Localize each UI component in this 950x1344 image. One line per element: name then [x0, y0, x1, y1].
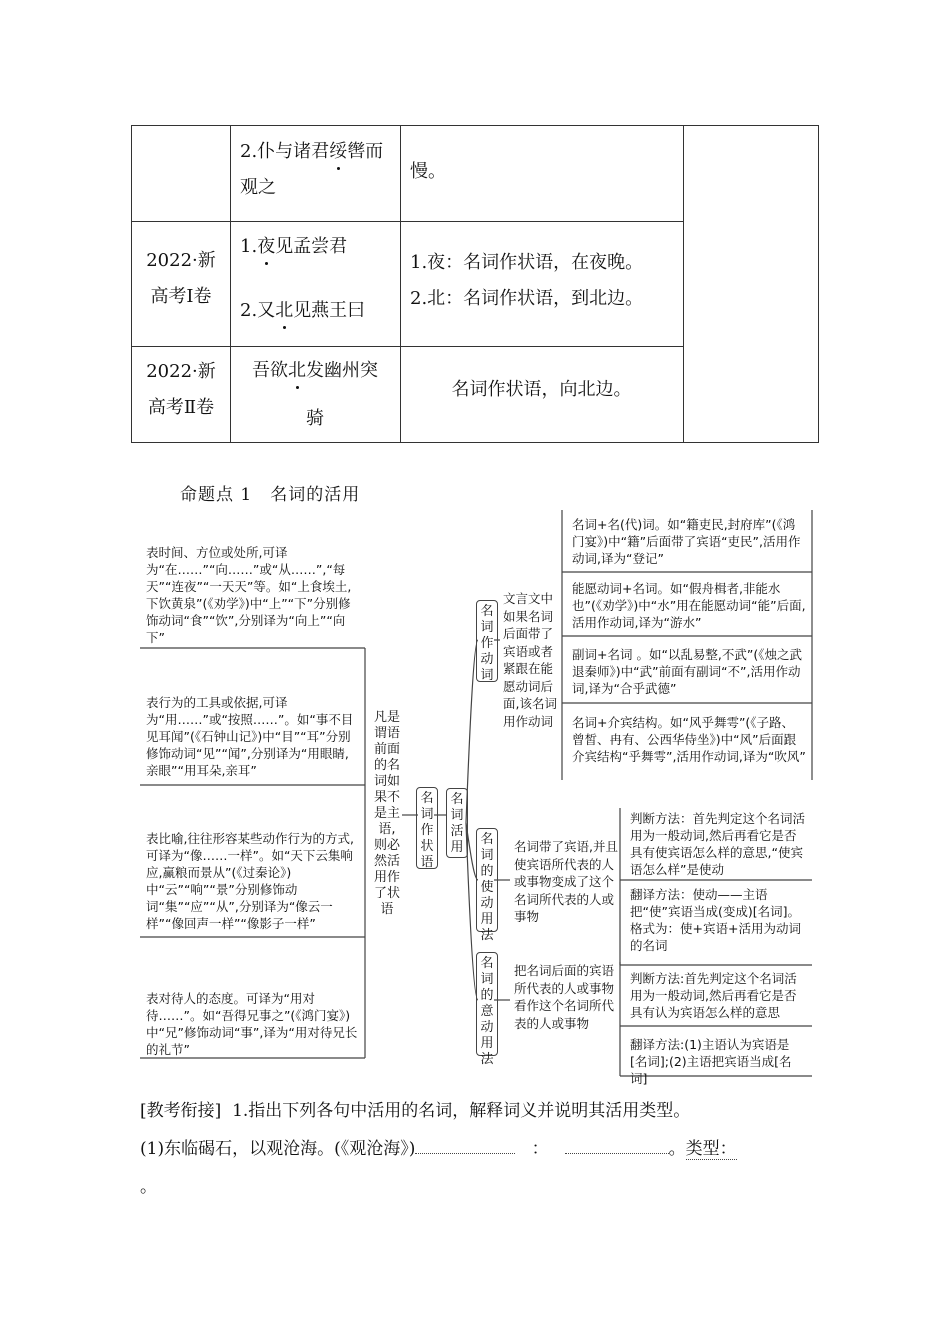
answer-cell: 慢。 — [410, 161, 446, 182]
answer-blank-word[interactable] — [415, 1135, 515, 1154]
causative-item: 判断方法：首先判定这个名词活用为一般动词,然后再看它是否具有使宾语怎么样的意思,“使宾语怎么样”是使动 — [630, 811, 806, 877]
adverbial-node: 名词作状语 — [416, 787, 438, 869]
source-cell: 2022·新 高考Ⅱ卷 — [146, 361, 216, 418]
exercise-tail: 。 — [140, 1177, 157, 1197]
putative-node: 名词的意动用法 — [476, 952, 498, 1056]
adverbial-item: 表时间、方位或处所,可译为“在……”“向……”或“从……”,“每天”“连夜”“一天天”等。如“上食埃土,下饮黄泉”(《劝学》)中“上”“下”分别修饰动词“食”“饮”,分别译为“向上”“向下” — [146, 545, 352, 645]
sentence-cell: 吾欲北发幽州突 骑 — [230, 353, 400, 437]
putative-condition: 把名词后面的宾语所代表的人或事物看作这个名词所代表的人或事物 — [514, 963, 615, 1031]
verb-item: 副词+名词 。如“以乱易整,不武”(《烛之武退秦师》)中“武”前面有副词“不”,活用作动词,译为“合乎武德” — [572, 647, 802, 696]
sentence-cell: 2.仆与诸君绥辔而观之 — [240, 134, 392, 206]
causative-item: 翻译方法：使动——主语把“使”宾语当成(变成)[名词]。格式为：使+宾语+活用为动词的名词 — [630, 887, 801, 953]
verb-condition: 文言文中如果名词后面带了宾语或者紧跟在能愿动词后面,该名词用作动词 — [503, 591, 557, 729]
source-cell: 2022·新 高考Ⅰ卷 — [146, 250, 216, 307]
center-node: 名词活用 — [446, 788, 468, 858]
exercise-question-1: (1)东临碣石，以观沧海。(《观沧海》) ： 。类型： — [140, 1134, 820, 1164]
verb-item: 名词+名(代)词。如“籍吏民,封府库”(《鸿门宴》)中“籍”后面带了宾语“吏民”,活用作动词,译为“登记” — [572, 517, 801, 566]
adverbial-item: 表对待人的态度。可译为“用对待……”。如“吾得兄事之”(《鸿门宴》)中“兄”修饰动词“事”,译为“用对待兄长的礼节” — [146, 991, 358, 1057]
causative-condition: 名词带了宾语,并且使宾语所代表的人或事物变成了这个名词所代表的人或事物 — [514, 839, 618, 924]
exercise-instruction: [教考衔接] 1.指出下列各句中活用的名词，解释词义并说明其活用类型。 — [140, 1101, 691, 1121]
putative-item: 翻译方法:(1)主语认为宾语是[名词];(2)主语把宾语当成[名词] — [630, 1037, 792, 1086]
section-heading: 命题点 1 名词的活用 — [180, 485, 361, 505]
verb-item: 名词+介宾结构。如“风乎舞雩”(《子路、曾皙、冉有、公西华侍坐》)中“风”后面跟介宾结构“乎舞雩”,活用作动词,译为“吹风” — [572, 715, 806, 764]
answer-blank-meaning[interactable] — [565, 1135, 669, 1154]
verb-node: 名词作动词 — [476, 600, 498, 682]
answer-blank-type[interactable]: 类型： — [685, 1139, 737, 1159]
answer-cell: 1.夜：名词作状语，在夜晚。 — [410, 252, 644, 273]
adverbial-item: 表比喻,往往形容某些动作行为的方式,可译为“像……一样”。如“天下云集响应,赢粮而景从”(《过秦论》)中“云”“响”“景”分别修饰动词“集”“应”“从”,分别译为“像云一样”“像回声一样”“像影子一样” — [146, 831, 354, 931]
sentence-cell: 2.又北见燕王曰 — [240, 293, 365, 329]
adverbial-item: 表行为的工具或依据,可译为“用……”或“按照……”。如“事不目见耳闻”(《石钟山记》)中“目”“耳”分别修饰动词“见”“闻”,分别译为“用眼睛,亲眼”“用耳朵,亲耳” — [146, 695, 354, 778]
putative-item: 判断方法:首先判定这个名词活用为一般动词,然后再看它是否具有认为宾语怎么样的意思 — [630, 971, 797, 1020]
verb-item: 能愿动词+名词。如“假舟楫者,非能水也”(《劝学》)中“水”用在能愿动词“能”后面,活用作动词,译为“游水” — [572, 581, 806, 630]
sentence-cell: 1.夜见孟尝君 — [240, 229, 347, 265]
answer-cell: 2.北：名词作状语，到北边。 — [410, 288, 644, 309]
causative-node: 名词的使动用法 — [476, 828, 498, 932]
answer-cell: 名词作状语，向北边。 — [451, 379, 632, 400]
adverbial-condition: 凡是谓语前面的名词如果不是主语,则必然活用作了状语 — [374, 710, 401, 917]
